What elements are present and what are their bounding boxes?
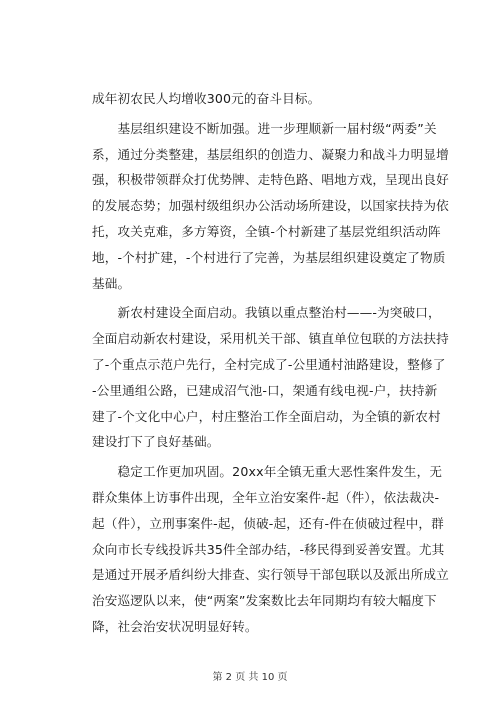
text-line: 强，积极带领群众打优势牌、走特色路、唱地方戏，呈现出良好 [92, 172, 449, 188]
text-line: 的发展态势；加强村级组织办公活动场所建设，以国家扶持为依 [92, 198, 449, 214]
text-line: 全面启动新农村建设，采用机关干部、镇直单位包联的方法扶持 [92, 331, 449, 347]
text-line: 了-个重点示范户先行，全村完成了-公里通村油路建设，整修了 [92, 356, 446, 372]
text-line: 新农村建设全面启动。我镇以重点整治村——-为突破口， [92, 305, 441, 321]
text-line: 治安巡逻队以来，使“两案”发案数比去年同期均有较大幅度下 [92, 593, 437, 609]
text-line: 成年初农民人均增收300元的奋斗目标。 [92, 91, 321, 106]
paragraph-stability [92, 459, 449, 640]
page-footer [0, 668, 500, 683]
text-line: 托，攻关克难，多方筹资，全镇-个村新建了基层党组织活动阵 [92, 223, 441, 239]
text-line: 群众集体上访事件出现，全年立治安案件-起（件），依法裁决- [92, 489, 440, 505]
text-line: 降，社会治安状况明显好转。 [92, 618, 258, 634]
text-line: -公里通组公路，已建成沼气池-口，架通有线电视-户，扶持新 [92, 382, 438, 398]
text-line: 起（件），立刑事案件-起，侦破-起，还有-件在侦破过程中，群 [92, 515, 444, 531]
paragraph-farmer-income [92, 86, 414, 112]
text-line: 稳定工作更加巩固。20xx年全镇无重大恶性案件发生，无 [92, 464, 443, 480]
page-number: 第 2 页 共 10 页 [212, 672, 288, 683]
text-line: 系，通过分类整建，基层组织的创造力、凝聚力和战斗力明显增 [92, 146, 449, 162]
document-body [92, 86, 449, 644]
paragraph-grassroots-organization [92, 116, 449, 297]
text-line: 地，-个村扩建，-个村进行了完善，为基层组织建设奠定了物质 [92, 249, 446, 265]
text-line: 基础。 [92, 275, 131, 291]
text-line: 建设打下了良好基础。 [92, 434, 220, 450]
text-line: 建了-个文化中心户，村庄整治工作全面启动，为全镇的新农村 [92, 408, 441, 424]
text-line: 是通过开展矛盾纠纷大排查、实行领导干部包联以及派出所成立 [92, 567, 449, 583]
text-line: 基层组织建设不断加强。进一步理顺新一届村级“两委”关 [92, 120, 437, 136]
text-line: 众向市长专线投诉共35件全部办结，-移民得到妥善安置。尤其 [92, 541, 445, 557]
paragraph-new-countryside [92, 300, 449, 455]
